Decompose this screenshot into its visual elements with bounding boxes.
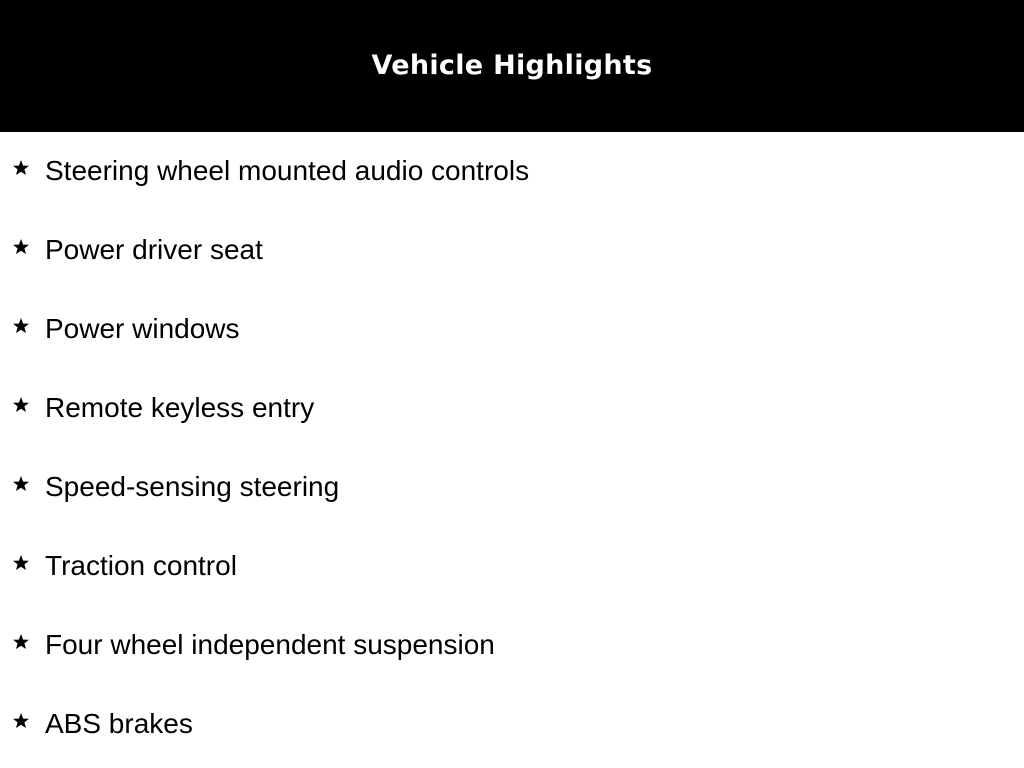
list-item: [0, 685, 1024, 764]
list-item-label: ABS brakes: [45, 708, 193, 739]
star-icon: [11, 711, 31, 731]
list-item: [0, 448, 1024, 527]
list-item-label: Steering wheel mounted audio controls: [45, 155, 530, 186]
list-item: [0, 527, 1024, 606]
list-item-label: Four wheel independent suspension: [45, 629, 495, 660]
list-item: [0, 290, 1024, 369]
star-icon: [11, 158, 31, 178]
star-icon: [11, 395, 31, 415]
star-icon: [11, 316, 31, 336]
header-bar: [0, 0, 1024, 132]
star-icon: [11, 237, 31, 257]
star-icon: [11, 474, 31, 494]
list-item: [0, 369, 1024, 448]
list-item: [0, 211, 1024, 290]
list-item: [0, 606, 1024, 685]
list-item-label: Power driver seat: [45, 234, 263, 265]
list-item-label: Speed-sensing steering: [45, 471, 340, 502]
list-item-label: Remote keyless entry: [45, 392, 315, 423]
highlights-list: [0, 132, 1024, 764]
star-icon: [11, 553, 31, 573]
list-item-label: Traction control: [45, 550, 237, 581]
list-item-label: Power windows: [45, 313, 240, 344]
list-item: [0, 132, 1024, 211]
star-icon: [11, 632, 31, 652]
page-title: Vehicle Highlights: [371, 49, 653, 81]
